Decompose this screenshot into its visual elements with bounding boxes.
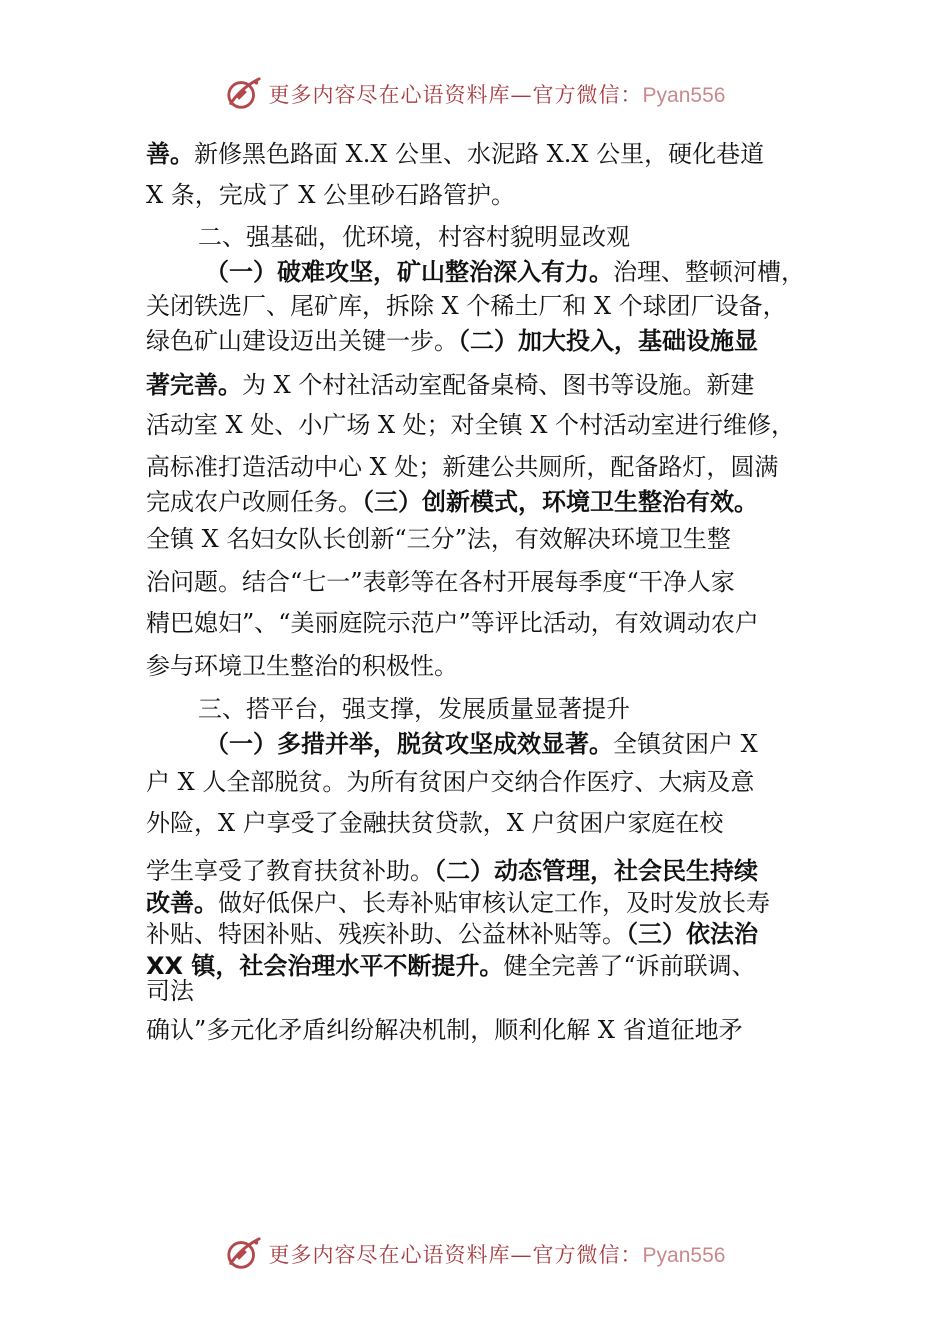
section-heading: 三、搭平台，强支撑，发展质量显著提升 xyxy=(198,695,630,723)
watermark-text: 更多内容尽在心语资料库—官方微信：Pyan556 xyxy=(268,1243,726,1267)
text-line: 治问题。结合“七一”表彰等在各村开展每季度“干净人家 xyxy=(146,568,735,596)
text-line: 改善。做好低保户、长寿补贴审核认定工作，及时发放长寿 xyxy=(146,889,770,917)
section-heading: 二、强基础，优环境，村容村貌明显改观 xyxy=(198,223,630,251)
text-line: XX 镇，社会治理水平不断提升。健全完善了“诉前联调、 xyxy=(146,952,756,980)
watermark-logo-icon xyxy=(225,75,263,113)
text-line: 外险，X 户享受了金融扶贫贷款，X 户贫困户家庭在校 xyxy=(146,809,724,837)
text-line: （一）破难攻坚，矿山整治深入有力。治理、整顿河槽， xyxy=(205,258,805,286)
text-line: 善。新修黑色路面 X.X 公里、水泥路 X.X 公里，硬化巷道 xyxy=(146,140,765,168)
text-line: 精巴媳妇”、“美丽庭院示范户”等评比活动，有效调动农户 xyxy=(146,609,759,637)
text-line: 司法 xyxy=(146,977,194,1005)
text-line: 完成农户改厕任务。（三）创新模式，环境卫生整治有效。 xyxy=(146,488,758,516)
text-line: 绿色矿山建设迈出关键一步。（二）加大投入，基础设施显 xyxy=(146,327,758,355)
text-line: 关闭铁选厂、尾矿库，拆除 X 个稀土厂和 X 个球团厂设备， xyxy=(146,292,787,320)
text-line: 户 X 人全部脱贫。为所有贫困户交纳合作医疗、大病及意 xyxy=(146,768,755,796)
watermark-text: 更多内容尽在心语资料库—官方微信：Pyan556 xyxy=(268,83,726,107)
watermark-logo-icon xyxy=(225,1235,263,1273)
text-line: 学生享受了教育扶贫补助。（二）动态管理，社会民生持续 xyxy=(146,857,758,885)
text-line: 补贴、特困补贴、残疾补助、公益林补贴等。（三）依法治 xyxy=(146,920,758,948)
text-line: （一）多措并举，脱贫攻坚成效显著。全镇贫困户 X xyxy=(205,730,758,758)
text-line: 活动室 X 处、小广场 X 处；对全镇 X 个村活动室进行维修， xyxy=(146,411,796,439)
header-watermark xyxy=(0,74,950,114)
footer-watermark xyxy=(0,1234,950,1274)
text-line: 参与环境卫生整治的积极性。 xyxy=(146,652,458,680)
text-line: 确认”多元化矛盾纠纷解决机制，顺利化解 X 省道征地矛 xyxy=(146,1016,743,1044)
text-line: 著完善。为 X 个村社活动室配备桌椅、图书等设施。新建 xyxy=(146,371,755,399)
text-line: 全镇 X 名妇女队长创新“三分”法，有效解决环境卫生整 xyxy=(146,525,731,553)
text-line: 高标准打造活动中心 X 处；新建公共厕所，配备路灯，圆满 xyxy=(146,453,779,481)
text-line: X 条，完成了 X 公里砂石路管护。 xyxy=(146,181,516,209)
